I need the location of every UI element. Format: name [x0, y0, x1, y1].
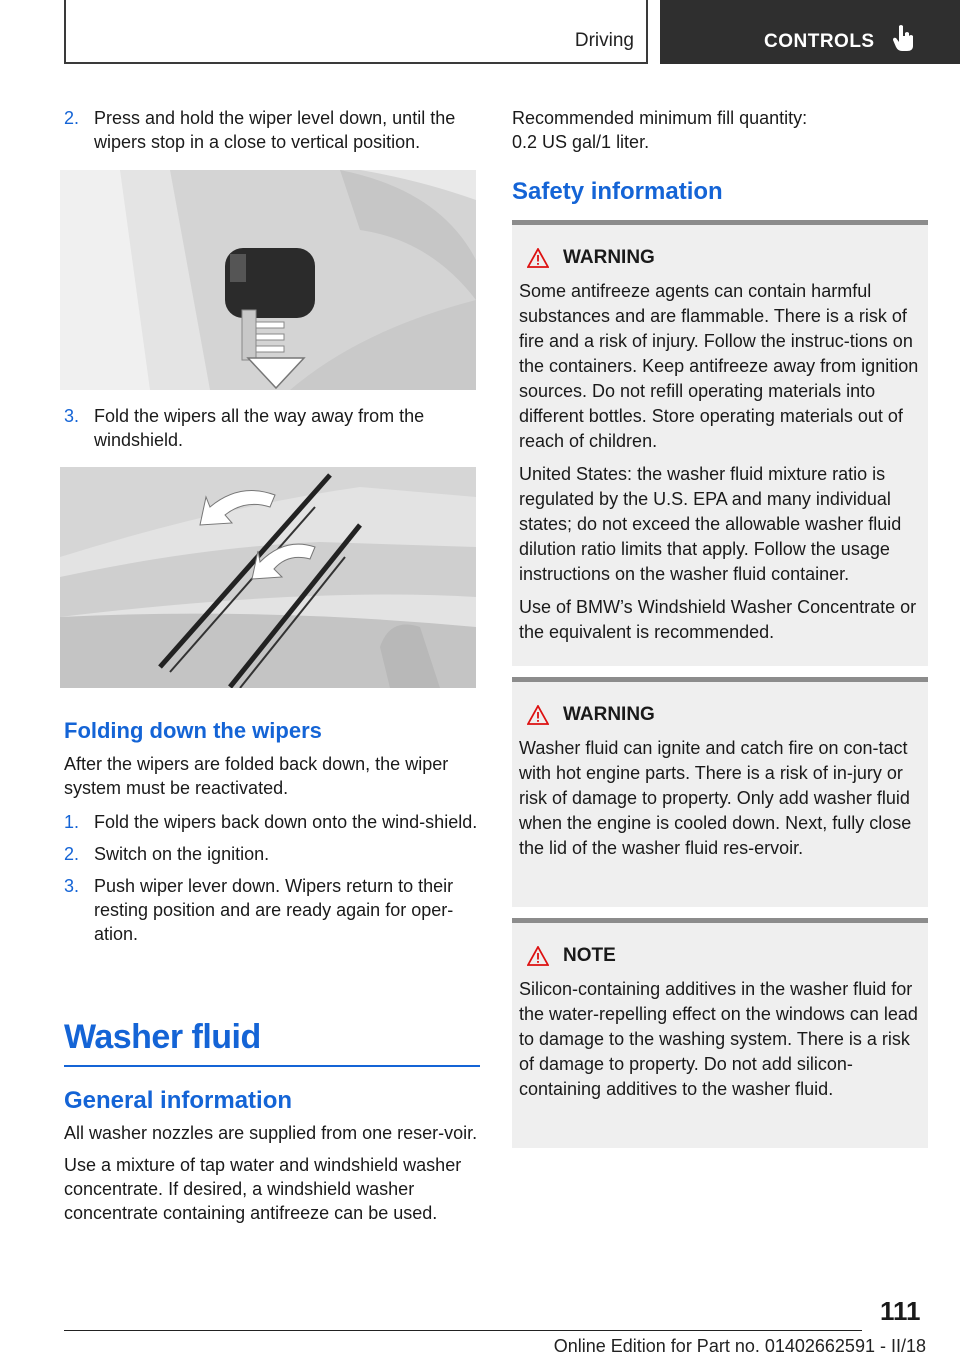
folding-intro: After the wipers are folded back down, the wiper system must be reactivated. — [64, 754, 449, 798]
note-heading — [527, 945, 920, 967]
footer-divider — [64, 1330, 862, 1331]
note-paragraph-1: Silicon-containing additives in the washer fluid for the water-repelling effect on the windows can lead to damage to the washing system. There is a risk of damage to property. Do not add silicon-containing additives to the washer fluid. — [519, 979, 918, 1099]
warning-label: WARNING — [563, 704, 655, 725]
list-number: 1. — [64, 812, 80, 832]
warning-box-antifreeze — [512, 220, 928, 666]
general-info-p1: All washer nozzles are supplied from one reser‐voir. — [64, 1123, 478, 1143]
note-label: NOTE — [563, 945, 616, 966]
general-info-title: General information — [64, 1087, 293, 1114]
warning-paragraph-2: United States: the washer fluid mixture ratio is regulated by the U.S. EPA and many individual states; do not exceed the allowable washer fluid dilution ratio limits that apply. Follow the usage instructions on the washer fluid container. — [519, 464, 902, 584]
folding-section-title: Folding down the wipers — [64, 718, 322, 743]
list-text: Fold the wipers back down onto the wind‐shield. — [94, 812, 478, 832]
list-text: Fold the wipers all the way away from the windshield. — [94, 406, 425, 450]
warning-paragraph-1: Washer fluid can ignite and catch fire on con‐tact with hot engine parts. There is a risk of in‐jury or risk of damage to property. Only add washer fluid when the engine is cooled down. Next, fully close the lid of the washer fluid res‐ervoir. — [519, 738, 912, 858]
header-chapter-tab — [660, 0, 960, 64]
warning-triangle-icon — [527, 705, 549, 725]
list-item-step-2 — [64, 106, 478, 154]
list-item-folding-3 — [64, 874, 478, 946]
list-text: Push wiper lever down. Wipers return to their resting position and are ready again for oper‐ation. — [94, 876, 454, 944]
page-number: 111 — [880, 1296, 921, 1326]
wiper-lever-illustration — [60, 170, 476, 390]
min-fill-value: 0.2 US gal/1 liter. — [512, 132, 650, 152]
hand-pointer-icon — [892, 24, 916, 52]
note-box-silicon — [512, 918, 928, 1148]
list-item-step-3 — [64, 404, 478, 452]
header-section-title: Driving — [574, 30, 634, 51]
list-item-folding-1 — [64, 810, 478, 834]
warning-triangle-icon — [527, 946, 549, 966]
list-text: Switch on the ignition. — [94, 844, 270, 864]
list-number: 3. — [64, 876, 80, 896]
warning-paragraph-3: Use of BMW’s Windshield Washer Concentrate or the equivalent is recommended. — [519, 597, 917, 642]
list-item-folding-2 — [64, 842, 478, 866]
footer-edition: Online Edition for Part no. 01402662591 - II/18 — [553, 1336, 926, 1356]
list-number: 3. — [64, 406, 80, 426]
warning-label: WARNING — [563, 247, 655, 268]
list-number: 2. — [64, 108, 80, 128]
header-section-box — [64, 0, 648, 64]
list-number: 2. — [64, 844, 80, 864]
washer-fluid-title: Washer fluid — [64, 1018, 261, 1056]
warning-box-ignition — [512, 677, 928, 907]
warning-heading — [527, 704, 920, 726]
general-info-p2: Use a mixture of tap water and windshield washer concentrate. If desired, a windshield washer concentrate containing antifreeze can be used. — [64, 1155, 462, 1223]
washer-fluid-rule — [64, 1065, 480, 1067]
list-text: Press and hold the wiper level down, until the wipers stop in a close to vertical position. — [94, 108, 456, 152]
warning-heading — [527, 247, 920, 269]
min-fill-label: Recommended minimum fill quantity: — [512, 108, 808, 128]
safety-info-title: Safety information — [512, 178, 723, 205]
warning-triangle-icon — [527, 248, 549, 268]
warning-paragraph-1: Some antifreeze agents can contain harmful substances and are flammable. There is a risk of fire and a risk of injury. Follow the instruc‐tions on the containers. Keep antifreeze away from ignition sources. Do not refill operating materials into different bottles. Store operating materials out of reach of children. — [519, 281, 919, 451]
header-chapter-label: CONTROLS — [764, 31, 875, 52]
wipers-folded-illustration — [60, 467, 476, 688]
